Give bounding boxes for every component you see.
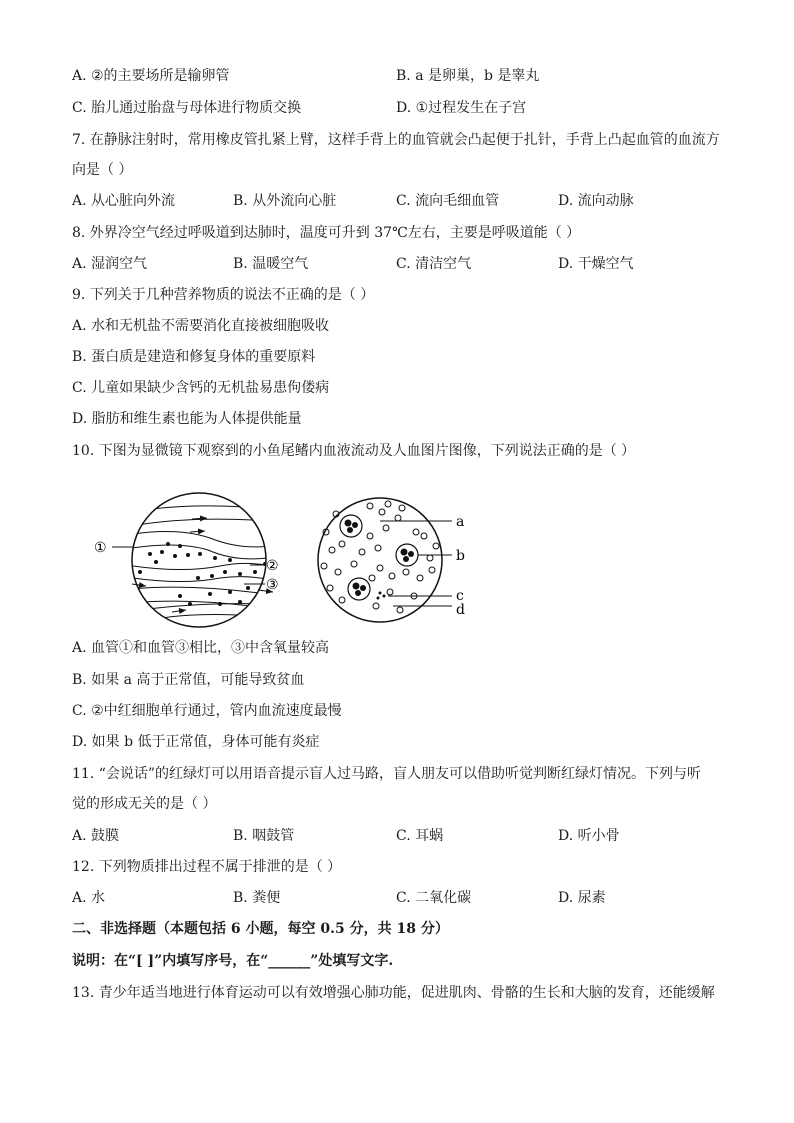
q12-option-d: D. 尿素 [558,890,606,906]
q12-option-b: B. 粪便 [233,890,281,906]
label-a: a [456,514,465,530]
q12-option-a: A. 水 [72,890,106,906]
q7-option-c: C. 流向毛细血管 [396,193,500,209]
q13-stem-line1: 13. 青少年适当地进行体育运动可以有效增强心肺功能，促进肌肉、骨骼的生长和大脑的发育，还能缓解 [72,985,715,1001]
label-b: b [456,548,465,564]
q8-stem: 8. 外界冷空气经过呼吸道到达肺时，温度可升到 37℃左右，主要是呼吸道能（ ） [72,225,581,241]
q7-stem-line2: 向是（ ） [72,162,133,178]
q9-option-c: C. 儿童如果缺少含钙的无机盐易患佝偻病 [72,380,330,396]
q11-option-d: D. 听小骨 [558,828,620,844]
q6-option-c: C. 胎儿通过胎盘与母体进行物质交换 [72,100,302,116]
q6-option-b: B. a 是卵巢，b 是睾丸 [396,68,540,84]
label-3: ③ [266,577,279,593]
q9-option-d: D. 脂肪和维生素也能为人体提供能量 [72,411,302,427]
q9-option-b: B. 蛋白质是建造和修复身体的重要原料 [72,349,316,365]
q11-option-a: A. 鼓膜 [72,828,120,844]
q11-option-c: C. 耳蜗 [396,828,444,844]
q10-option-b: B. 如果 a 高于正常值，可能导致贫血 [72,672,305,688]
q6-option-d: D. ①过程发生在子宫 [396,100,527,116]
label-2: ② [266,558,279,574]
q6-option-a: A. ②的主要场所是输卵管 [72,68,230,84]
q10-option-c: C. ②中红细胞单行通过，管内血流速度最慢 [72,703,342,719]
q7-stem-line1: 7. 在静脉注射时，常用橡皮管扎紧上臂，这样手背上的血管就会凸起便于扎针，手背上凸起血管的血流方 [72,132,720,148]
q10-option-d: D. 如果 b 低于正常值，身体可能有炎症 [72,734,320,750]
q8-option-c: C. 清洁空气 [396,256,472,272]
q11-stem-line1: 11. “会说话”的红绿灯可以用语音提示盲人过马路，盲人朋友可以借助听觉判断红绿灯情况。下列与听 [72,766,702,782]
label-1: ① [94,540,107,556]
q10-stem: 10. 下图为显微镜下观察到的小鱼尾鳍内血液流动及人血图片图像，下列说法正确的是（ ） [72,443,636,459]
q8-option-a: A. 湿润空气 [72,256,148,272]
label-d: d [456,602,465,618]
q9-option-a: A. 水和无机盐不需要消化直接被细胞吸收 [72,318,330,334]
section2-heading: 二、非选择题（本题包括 6 小题，每空 0.5 分，共 18 分） [72,921,449,937]
q7-option-d: D. 流向动脉 [558,193,634,209]
q11-option-b: B. 咽鼓管 [233,828,295,844]
q9-stem: 9. 下列关于几种营养物质的说法不正确的是（ ） [72,287,375,303]
section2-note: 说明：在“[ ]”内填写序号，在“______”处填写文字. [72,953,394,969]
q10-figure [80,492,500,632]
fish-tail-field [94,493,280,627]
q7-option-b: B. 从外流向心脏 [233,193,337,209]
q7-option-a: A. 从心脏向外流 [72,193,176,209]
q10-option-a: A. 血管①和血管③相比，③中含氧量较高 [72,640,330,656]
q11-stem-line2: 觉的形成无关的是（ ） [72,796,217,812]
q8-option-d: D. 干燥空气 [558,256,634,272]
blood-smear-field [318,498,465,622]
label-c: c [456,588,464,604]
q12-stem: 12. 下列物质排出过程不属于排泄的是（ ） [72,859,342,875]
q8-option-b: B. 温暖空气 [233,256,309,272]
q12-option-c: C. 二氧化碳 [396,890,472,906]
